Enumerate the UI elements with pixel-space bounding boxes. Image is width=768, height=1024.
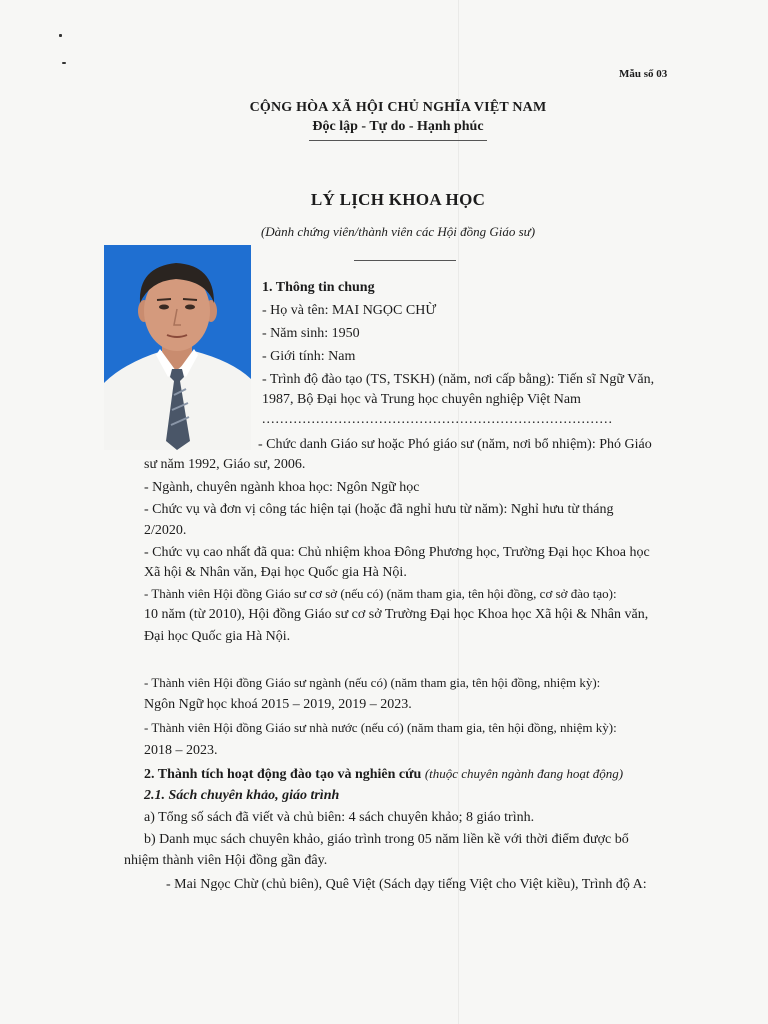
books-total-line: a) Tổng số sách đã viết và chủ biên: 4 sách chuyên khảo; 8 giáo trình. xyxy=(144,810,535,825)
base-council-label: - Thành viên Hội đồng Giáo sư cơ sở (nếu có) (năm tham gia, tên hội đồng, cơ sở đào tạo): xyxy=(144,586,617,601)
current-position-line-cont: 2/2020. xyxy=(144,523,187,538)
field-council-value: Ngôn Ngữ học khoá 2015 – 2019, 2019 – 2023. xyxy=(144,697,412,712)
document-title: LÝ LỊCH KHOA HỌC xyxy=(310,190,486,209)
form-code: Mẫu số 03 xyxy=(619,68,668,80)
birth-year-line: - Năm sinh: 1950 xyxy=(262,326,360,341)
scan-speck xyxy=(62,62,66,64)
current-position-line: - Chức vụ và đơn vị công tác hiện tại (hoặc đã nghỉ hưu từ năm): Nghỉ hưu từ tháng xyxy=(144,502,614,517)
state-council-value: 2018 – 2023. xyxy=(144,743,218,758)
nation-name: CỘNG HÒA XÃ HỘI CHỦ NGHĨA VIỆT NAM xyxy=(249,100,547,115)
degree-line: - Trình độ đào tạo (TS, TSKH) (năm, nơi cấp bằng): Tiến sĩ Ngữ Văn, xyxy=(262,372,655,387)
portrait-photo xyxy=(104,245,251,450)
highest-position-line: - Chức vụ cao nhất đã qua: Chủ nhiệm khoa Đông Phương học, Trường Đại học Khoa học xyxy=(144,545,650,560)
motto-underline xyxy=(309,140,487,141)
gender-line: - Giới tính: Nam xyxy=(262,349,356,364)
subtitle-underline xyxy=(354,260,456,261)
section-1-heading: 1. Thông tin chung xyxy=(262,280,375,295)
book-entry: - Mai Ngọc Chừ (chủ biên), Quê Việt (Sách dạy tiếng Việt cho Việt kiều), Trình độ A: xyxy=(166,877,647,892)
document-subtitle: (Dành chứng viên/thành viên các Hội đồng Giáo sư) xyxy=(260,224,536,239)
field-line: - Ngành, chuyên ngành khoa học: Ngôn Ngữ học xyxy=(144,480,420,495)
books-list-intro-cont: nhiệm thành viên Hội đồng gần đây. xyxy=(124,853,328,868)
books-list-intro: b) Danh mục sách chuyên khảo, giáo trình trong 05 năm liền kề với thời điểm được bổ xyxy=(144,832,629,847)
base-council-value-cont: Đại học Quốc gia Hà Nội. xyxy=(144,629,291,644)
field-council-label: - Thành viên Hội đồng Giáo sư ngành (nếu có) (năm tham gia, tên hội đồng, nhiệm kỳ): xyxy=(144,675,601,690)
section-2-heading xyxy=(144,765,623,784)
dotted-separator: .............................................................................. xyxy=(262,412,613,427)
highest-position-line-cont: Xã hội & Nhân văn, Đại học Quốc gia Hà Nội. xyxy=(144,565,407,580)
academic-title-line-cont: sư năm 1992, Giáo sư, 2006. xyxy=(144,457,306,472)
section-2-1-heading: 2.1. Sách chuyên khảo, giáo trình xyxy=(144,788,340,803)
full-name-line: - Họ và tên: MAI NGỌC CHỪ xyxy=(262,303,437,318)
portrait-illustration xyxy=(104,245,251,450)
section-2-heading-note: (thuộc chuyên ngành đang hoạt động) xyxy=(424,766,624,781)
academic-title-line: - Chức danh Giáo sư hoặc Phó giáo sư (năm, nơi bổ nhiệm): Phó Giáo xyxy=(258,437,652,452)
degree-line-cont: 1987, Bộ Đại học và Trung học chuyên nghiệp Việt Nam xyxy=(262,392,581,407)
base-council-value: 10 năm (từ 2010), Hội đồng Giáo sư cơ sở Trường Đại học Khoa học Xã hội & Nhân văn, xyxy=(144,607,649,622)
national-motto: Độc lập - Tự do - Hạnh phúc xyxy=(312,119,484,134)
section-2-heading-text: 2. Thành tích hoạt động đào tạo và nghiên cứu xyxy=(144,767,422,782)
scan-speck xyxy=(59,34,62,37)
state-council-label: - Thành viên Hội đồng Giáo sư nhà nước (nếu có) (năm tham gia, tên hội đồng, nhiệm kỳ): xyxy=(144,720,617,735)
